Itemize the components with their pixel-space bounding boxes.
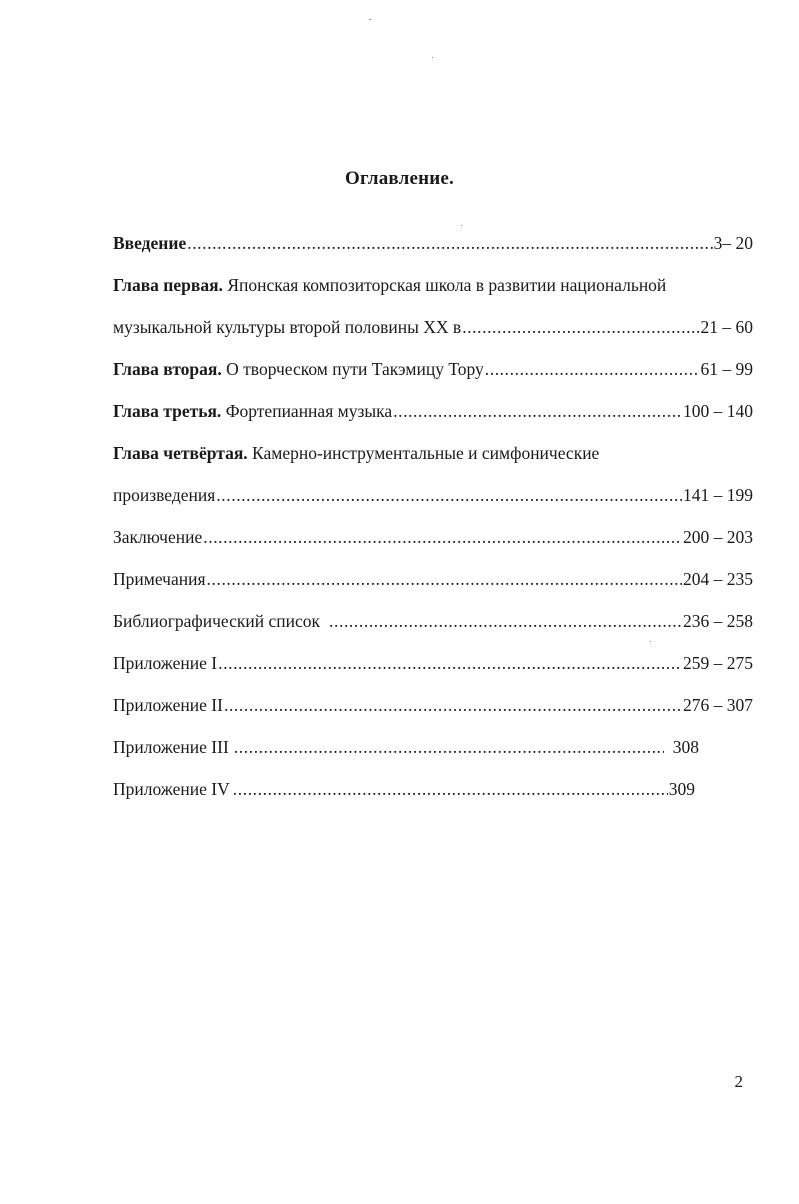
toc-entry-label: произведения — [113, 485, 216, 505]
dot-leader — [234, 733, 664, 761]
toc-entry-label: Камерно-инструментальные и симфонические — [247, 443, 600, 463]
dot-leader — [216, 481, 682, 509]
toc-entry-pages: 259 – 275 — [683, 653, 753, 673]
toc-entry-pages: 21 – 60 — [700, 317, 753, 337]
toc-entry-label: Приложение IV — [113, 779, 230, 799]
toc-title: Оглавление. — [345, 168, 454, 189]
toc-entry-conclusion[interactable] — [113, 523, 753, 565]
toc-entry-chapter-4[interactable] — [113, 439, 753, 481]
toc-entry-label: О творческом пути Такэмицу Тору — [221, 359, 484, 379]
scan-speck — [432, 57, 433, 58]
toc-entry-label: Примечания — [113, 569, 206, 589]
scan-speck — [461, 225, 462, 226]
toc-entry-appendix-4[interactable] — [113, 775, 695, 817]
toc-entry-pages: 100 – 140 — [683, 401, 753, 421]
toc-entry-pages: 200 – 203 — [683, 527, 753, 547]
toc-entry-pages: 141 – 199 — [683, 485, 753, 505]
page-number: 2 — [734, 1072, 743, 1091]
toc-entry-label: музыкальной культуры второй половины XX в — [113, 317, 462, 337]
dot-leader — [233, 775, 668, 803]
toc-entry-chapter-4-cont[interactable] — [113, 481, 753, 523]
toc-entry-pages: 308 — [672, 737, 699, 757]
toc-entry-bold-label: Глава третья. — [113, 401, 222, 421]
dot-leader — [393, 397, 682, 425]
toc-entry-pages: 309 — [668, 779, 695, 799]
toc-entry-label: Японская композиторская школа в развитии национальной — [222, 275, 667, 295]
toc-entry-chapter-3[interactable] — [113, 397, 753, 439]
toc-entry-pages: 3– 20 — [713, 233, 753, 253]
dot-leader — [187, 229, 712, 257]
dot-leader — [462, 313, 699, 341]
dot-leader — [218, 649, 682, 677]
dot-leader — [224, 691, 682, 719]
toc-entry-label: Библиографический список — [113, 611, 321, 631]
toc-entry-pages: 204 – 235 — [683, 569, 753, 589]
toc-entry-label: Приложение II — [113, 695, 223, 715]
toc-entry-chapter-2[interactable] — [113, 355, 753, 397]
toc-entry-notes[interactable] — [113, 565, 753, 607]
toc-entry-label: Приложение I — [113, 653, 218, 673]
toc-entry-chapter-1[interactable] — [113, 271, 753, 313]
scan-speck — [369, 19, 371, 20]
toc-entry-chapter-1-cont[interactable] — [113, 313, 753, 355]
toc-entry-label: Приложение III — [113, 737, 229, 757]
toc-entry-bold-label: Глава первая. — [113, 275, 223, 295]
toc-entry-bold-label: Глава четвёртая. — [113, 443, 248, 463]
dot-leader — [207, 565, 682, 593]
toc-entry-appendix-2[interactable] — [113, 691, 753, 733]
toc-entry-appendix-3[interactable] — [113, 733, 699, 775]
toc-entry-pages: 61 – 99 — [700, 359, 753, 379]
toc-entry-appendix-1[interactable] — [113, 649, 753, 691]
toc-entry-pages: 276 – 307 — [683, 695, 753, 715]
dot-leader — [485, 355, 700, 383]
toc-entry-label: Фортепианная музыка — [221, 401, 393, 421]
toc-entry-bibliography[interactable] — [113, 607, 753, 649]
toc-entry-bold-label: Введение — [113, 233, 187, 253]
toc-entry-pages: 236 – 258 — [683, 611, 753, 631]
dot-leader — [329, 607, 682, 635]
dot-leader — [203, 523, 682, 551]
toc-entry-label: Заключение — [113, 527, 203, 547]
toc-entry-bold-label: Глава вторая. — [113, 359, 222, 379]
table-of-contents — [113, 229, 753, 817]
toc-entry-introduction[interactable] — [113, 229, 753, 271]
